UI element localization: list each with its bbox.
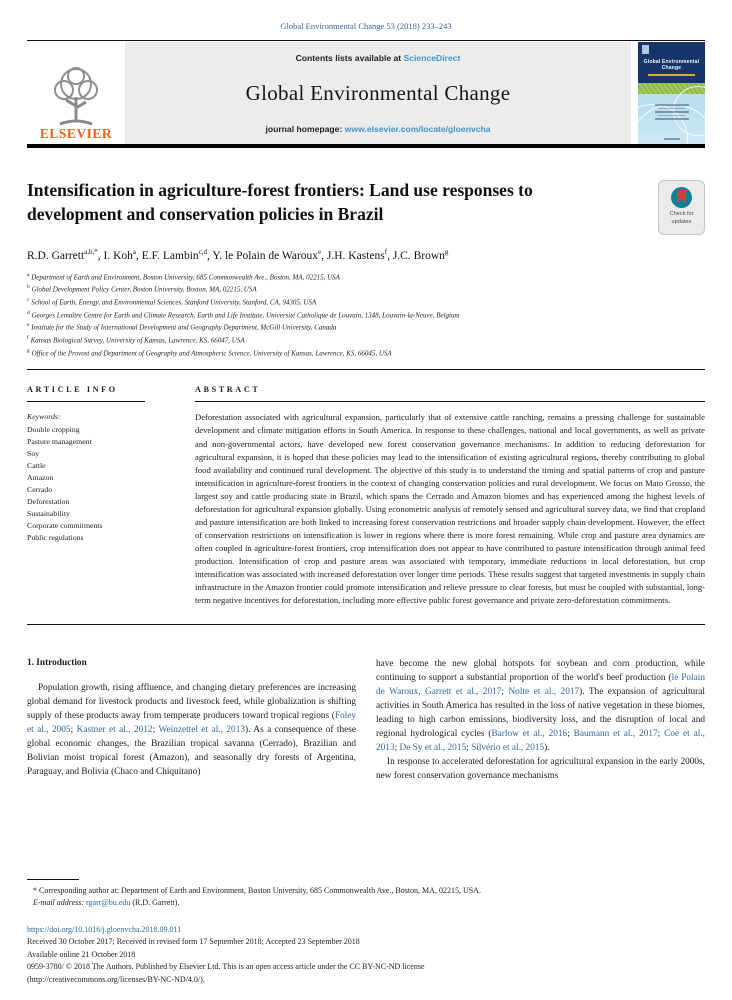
body-text: ; — [152, 725, 159, 736]
body-text: ). — [544, 742, 550, 753]
keyword-item: Double cropping — [27, 424, 80, 434]
whitespace — [27, 784, 705, 879]
keyword-item: Pasture management — [27, 436, 92, 446]
author-name: J.C. Brown$^g$ — [392, 248, 449, 262]
header-top-rule — [27, 40, 705, 41]
abstract-column — [195, 385, 705, 607]
journal-masthead — [125, 42, 631, 144]
intro-paragraph — [27, 682, 356, 780]
affiliation-line: $^g$ Office of the Provost and Department of Geography and Atmospheric Science, University of Kansas, Lawrence, KS, 66045, USA — [27, 347, 392, 358]
affiliation-line: $^b$ Global Development Policy Center, Boston University, Boston, MA, 02215, USA — [27, 284, 257, 294]
copyright-line: 0959-3780/ © 2018 The Authors. Published by Elsevier Ltd. This is an open access article under the CC BY-NC-ND license — [27, 962, 425, 972]
affiliation-line: $^f$ Kansas Biological Survey, University of Kansas, Lawrence, KS, 66047, USA — [27, 335, 245, 345]
author-name: I. Koh$^a$, — [103, 248, 142, 262]
body-text: ; — [567, 729, 574, 740]
elsevier-logo — [27, 42, 125, 144]
keywords-label: Keywords: — [27, 412, 61, 422]
body-text: ; — [70, 725, 77, 736]
intro-paragraph — [376, 756, 705, 784]
header-bottom-rule — [27, 144, 705, 148]
intro-paragraph — [376, 658, 705, 756]
footnote-rule — [27, 879, 79, 880]
doi-link[interactable]: https://doi.org/10.1016/j.gloenvcha.2018.09.011 — [27, 925, 182, 935]
abstract-rule — [195, 401, 705, 402]
crossmark-bookmark-icon — [677, 190, 686, 203]
info-abstract-section — [27, 385, 705, 607]
author-list — [27, 248, 705, 262]
check-updates-label: Check for updates — [669, 211, 694, 225]
cover-footer-mark — [664, 138, 680, 140]
abstract-bottom-rule — [27, 624, 705, 625]
introduction-section — [27, 658, 705, 783]
imprint-block — [27, 924, 705, 1000]
elsevier-tree-icon — [46, 64, 106, 130]
keyword-item: Deforestation — [27, 496, 70, 506]
journal-homepage-link[interactable]: www.elsevier.com/locate/gloenvcha — [344, 124, 491, 134]
abstract-heading: ABSTRACT — [195, 385, 261, 395]
affiliation-list — [27, 271, 705, 360]
right-column — [366, 658, 705, 783]
sciencedirect-link[interactable]: ScienceDirect — [403, 53, 461, 63]
left-column — [27, 658, 366, 783]
corresponding-author-text: * Corresponding author at: Department of Earth and Environment, Boston University, 685 Commonwealth Ave., Boston, MA, 02215, USA. — [33, 886, 481, 896]
citation-link[interactable]: Coe et al., 2013 — [376, 729, 705, 753]
affiliation-line: $^d$ Georges Lemaître Centre for Earth and Climate Research, Earth and Life Institute, Université Catholique de Louvain, 1348, Louvain-la-Neuve, Belgium — [27, 309, 460, 320]
body-text: ). As a consequence of these global economic changes, the Brazilian tropical savanna (Cerrado), Brazilian and Bolivian moist tropical forest (Amazon), and seasonally dry forests of Argentina, Paraguay, and Bolivia (Chaco and Chiquitano) — [27, 725, 356, 777]
cover-title: Global Environmental Change — [643, 59, 700, 71]
email-label: E-mail address: — [33, 898, 85, 908]
citation-link[interactable]: Nolte et al., 2017 — [508, 687, 580, 698]
cover-logo-mark — [642, 45, 649, 54]
keyword-item: Amazon — [27, 472, 54, 482]
license-url: (http://creativecommons.org/licenses/BY-NC-ND/4.0/). — [27, 974, 205, 984]
author-name: E.F. Lambin$^{c,d}$, — [141, 248, 213, 262]
affiliations-bottom-rule — [27, 369, 705, 370]
citation-link[interactable]: Kastner et al., 2012 — [76, 725, 153, 736]
footnote-block — [27, 879, 705, 909]
body-text: have become the new global hotspots for soybean and corn production, while continuing to support a substantial proportion of the world's beef production ( — [376, 659, 705, 684]
keyword-list — [27, 424, 169, 545]
affiliation-line: $^c$ School of Earth, Energy, and Environmental Sciences, Stanford University, Stanford, CA, 94305, USA — [27, 297, 317, 307]
author-name: Y. le Polain de Waroux$^e$, — [212, 248, 327, 262]
introduction-heading: 1. Introduction — [27, 658, 87, 669]
corresponding-author-note — [27, 885, 705, 909]
body-text: ; — [394, 742, 400, 753]
keyword-item: Corporate commitments — [27, 521, 103, 531]
journal-homepage-line — [265, 124, 490, 134]
journal-title: Global Environmental Change — [245, 81, 511, 105]
body-text: ). The expansion of agricultural activities in South America has resulted in the loss of native vegetation in these biomes, leading to high carbon emissions, biodiversity loss, and the disruption of local and regional hydrological cycles ( — [376, 687, 705, 740]
keyword-item: Cerrado — [27, 484, 53, 494]
contents-list-line — [296, 53, 461, 63]
author-name: R.D. Garrett$^{a,b,*}$, — [27, 248, 104, 262]
email-suffix: (R.D. Garrett). — [130, 898, 180, 908]
article-info-heading: ARTICLE INFO — [27, 385, 118, 395]
cover-subtitle-bar — [648, 74, 695, 76]
citation-link[interactable]: De Sy et al., 2015 — [399, 742, 467, 753]
check-updates-badge[interactable] — [658, 180, 705, 235]
body-text: Population growth, rising affluence, and changing dietary preferences are increasing global demand for livestock products and livestock feed, while globalization is shifting supply of these products away from temperate producers toward tropical regions ( — [27, 683, 356, 722]
article-info-column — [27, 385, 169, 607]
cover-header — [638, 42, 705, 83]
keyword-item: Soy — [27, 448, 40, 458]
available-online: Available online 21 October 2018 — [27, 949, 136, 959]
contents-prefix: Contents lists available at — [295, 53, 404, 63]
citation-link[interactable]: Weinzettel et al., 2013 — [158, 725, 245, 736]
journal-cover-thumbnail[interactable] — [638, 42, 705, 144]
article-info-rule — [27, 401, 145, 402]
received-dates: Received 30 October 2017; Received in revised form 17 September 2018; Accepted 23 September 2018 — [27, 937, 360, 947]
keyword-item: Sustainability — [27, 509, 70, 519]
citation-link[interactable]: Baumann et al., 2017 — [573, 729, 658, 740]
citation-link[interactable]: le Polain de Waroux, Garrett et al., 2017 — [376, 673, 705, 698]
abstract-text: Deforestation associated with agricultural expansion, particularly that of extensive cattle ranching, remains a pressing challenge for sustainable development and climate mitigation efforts in South America. In response to these challenges, national and local governments, as well as private and non-governmental actors, have developed new forest conservation governance mechanisms. In addition to reducing deforestation for agricultural expansion, it is hoped that these policies may lead to the intensification of existing agricultural regions, thereby contributing to global food availability and continued rural development. The objective of this study is to understand the timing and spatial patterns of crop and pasture intensification in agriculture-forest frontiers in the context of changing conservation policies and rural development. We focus on Mato Grosso, the largest soy and cattle producing state in Brazil, which spans the Cerrado and Amazon biomes and has experienced among the highest levels of deforestation for agricultural expansion globally. Using econometric analysis of remotely sensed and agricultural survey data, we find that cropland and pasture intensification are both linked to increasing forest conservation restrictions and broader supply chain development. However, the effect of conservation restrictions on intensification is lower in regions where there is more forest remaining. While crop and pasture area dynamics are often coupled in agriculture-forest frontiers, crop intensification does not appear to have contributed to pasture intensification through animal feed production. Intensification of crop and pasture areas was associated with temporary, immediate reductions in local deforestation, but crop intensification was associated with increased deforestation over longer time periods. These results suggest that targeted investments in supply chain infrastructure in the Amazon frontier could promote intensification and relieve pressure to clear forests, but must be coupled with substantial, long-term negative incentives for deforestation, including more effective public forest governance and private zero-deforestation commitments. — [195, 412, 705, 606]
email-line — [33, 897, 705, 909]
elsevier-wordmark: ELSEVIER — [39, 126, 113, 141]
citation-link[interactable]: Silvério et al., 2015 — [471, 742, 545, 753]
citation-link[interactable]: Foley et al., 2005 — [27, 711, 356, 736]
article-title: Intensification in agriculture-forest frontiers: Land use responses to development and conservation policies in Brazil — [27, 180, 533, 225]
crossmark-icon — [671, 187, 692, 208]
affiliation-line: $^e$ Institute for the Study of International Development and Geography Department, McGill University, Canada — [27, 322, 337, 332]
body-text: In response to accelerated deforestation for agricultural expansion in the early 2000s, new forest conservation governance mechanisms — [376, 756, 705, 781]
affiliation-line: $^a$ Department of Earth and Environment, Boston University, 685 Commonwealth Ave., Boston, MA, 02215, USA — [27, 271, 340, 282]
author-name: J.H. Kastens$^f$, — [326, 248, 393, 262]
cover-editor-lines — [655, 104, 689, 122]
email-link[interactable]: rgarr@bu.edu — [86, 898, 131, 908]
keyword-item: Public regulations — [27, 533, 84, 543]
body-text: ; — [657, 729, 665, 740]
running-head-citation: Global Environmental Change 53 (2018) 233–243 — [280, 21, 452, 31]
title-block — [27, 178, 705, 235]
body-text: ; — [466, 742, 472, 753]
journal-header-band — [27, 42, 705, 144]
keyword-item: Cattle — [27, 460, 46, 470]
homepage-prefix: journal homepage: — [265, 124, 345, 134]
citation-link[interactable]: Barlow et al., 2016 — [491, 729, 568, 740]
body-text: ; — [501, 687, 509, 698]
